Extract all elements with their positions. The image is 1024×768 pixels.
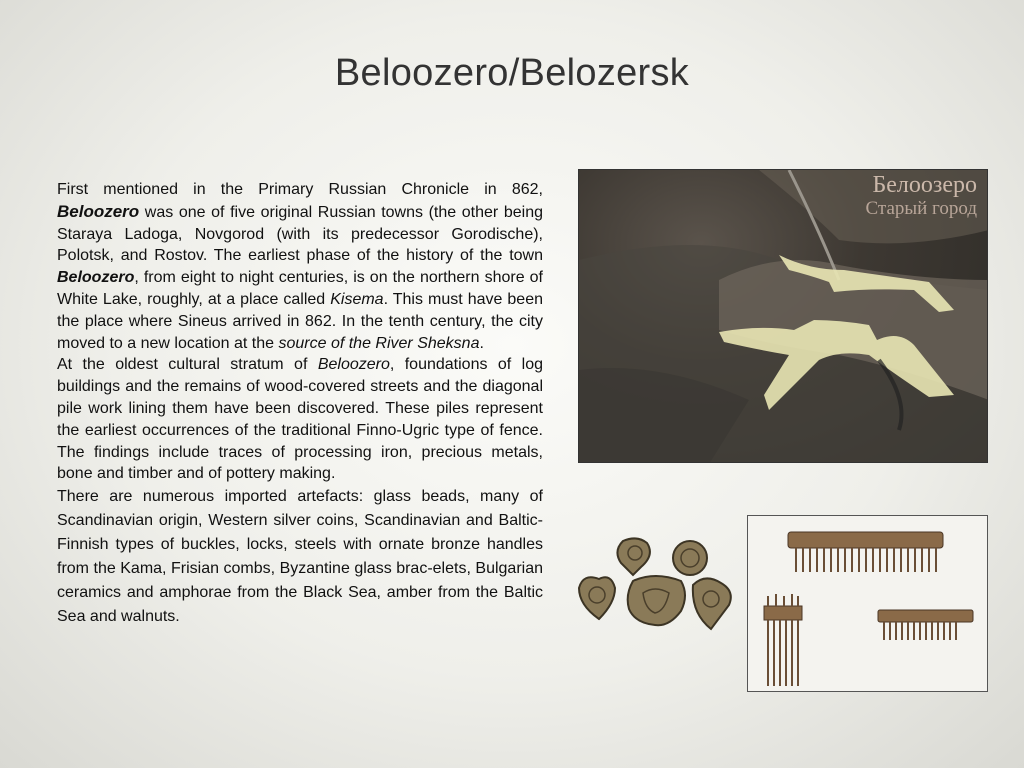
text-run-emphasis: Beloozero — [57, 269, 135, 287]
text-run: At the oldest cultural stratum of — [57, 356, 318, 374]
text-run-italic: Kisema — [330, 290, 384, 308]
paragraph-stratum — [57, 354, 543, 485]
paragraph-artefacts — [57, 485, 543, 629]
text-run: was one of five original Russian towns (the other being Staraya Ladoga, Novgorod (with its predecessor Gorodische), Polotsk, and Rostov. The earliest phase of the history of the town — [57, 203, 543, 265]
slide-body-text — [57, 179, 543, 629]
paragraph-history — [57, 179, 543, 354]
text-run: First mentioned in the Primary Russian Chronicle in 862, — [57, 181, 543, 198]
map-title-label: Белоозеро — [872, 172, 977, 198]
text-run: , from eight to night centuries, is on the northern shore of White Lake, roughly, at a place called — [57, 269, 543, 308]
text-run: , foundations of log buildings and the remains of wood-covered streets and the diagonal pile work lining them have been discovered. These piles represent the earliest occurrences of the traditional Finno-Ugric type of fence. The findings include traces of processing iron, precious metals, bone and timber and of pottery making. — [57, 356, 543, 483]
combs-image — [747, 515, 988, 692]
text-run-emphasis: Beloozero — [57, 201, 140, 221]
text-run: . — [479, 334, 484, 352]
aerial-map-image — [578, 169, 988, 463]
text-run-italic: source of the River Sheksna — [278, 334, 480, 352]
text-run: There are numerous imported artefacts: glass beads, many of Scandinavian origin, Western silver coins, Scandinavian and Baltic-Finnish types of buckles, locks, steels with ornate bronze handles from the Kama, Frisian combs, Byzantine glass brac-elets, Bulgarian ceramics and amphorae from the Black Sea, amber from the Baltic Sea and walnuts. — [57, 488, 543, 626]
brooches-image — [575, 533, 735, 633]
map-subtitle-label: Старый город — [865, 198, 977, 219]
text-run-italic: Beloozero — [317, 356, 390, 374]
slide-title: Beloozero/Belozersk — [334, 52, 690, 94]
combs-drawing — [748, 516, 987, 691]
brooches-drawing — [575, 533, 735, 633]
text-run: . This must have been the place where Sineus arrived in 862. In the tenth century, the city moved to a new location at the — [57, 290, 544, 352]
